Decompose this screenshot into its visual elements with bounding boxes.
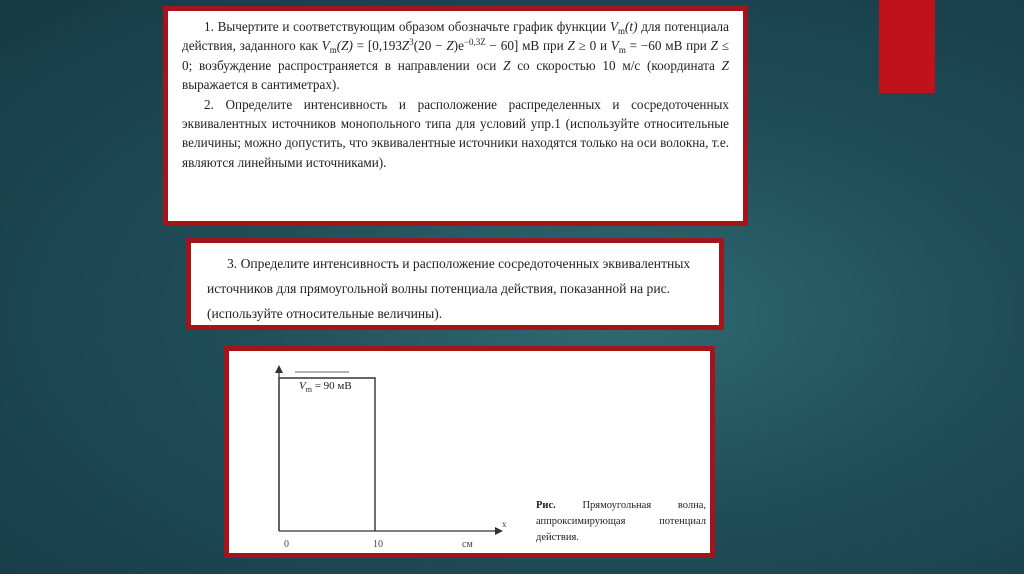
caption-text: Прямоугольная волна, аппроксимирующая потенциал действия. <box>536 500 706 543</box>
figure-caption <box>536 498 706 546</box>
caption-label: Рис. <box>536 500 556 511</box>
x-axis-unit: см <box>462 539 473 550</box>
accent-block <box>879 0 935 93</box>
figure-panel <box>224 346 715 558</box>
tick-label-10: 10 <box>373 539 383 550</box>
y-axis-arrow <box>275 365 283 373</box>
task-panel-1 <box>163 6 748 226</box>
task-3-text: 3. Определите интенсивность и расположение сосредоточенных эквивалентных источников для прямоугольной волны потенциала действия, показанной на рис. (используйте относительные величины). <box>207 256 691 321</box>
task-1-text: 1. Вычертите и соответствующим образом обозначьте график функции $V_m(t)$ для потенциала действия, заданного как $V_m(Z) = [0,193Z^3(20 - Z)e^{-0,3Z} - 60]$ мВ при Z ≥ 0 и $V_m = -60$ мВ при Z ≤ 0; возбуждение распространяется в направлении оси Z со скоростью 10 м/с (координата Z выражается в сантиметрах). <box>182 19 729 93</box>
pulse-line <box>279 378 375 531</box>
tick-label-0: 0 <box>284 539 289 550</box>
task-panel-3 <box>186 238 724 330</box>
x-axis-label: x <box>502 519 507 529</box>
task-2-text: 2. Определите интенсивность и расположение распределенных и сосредоточенных эквивалентных источников монопольного типа для условий упр.1 (используйте относительные величины; можно допустить, что эквивалентные источники находятся только на оси волокна, т.е. являются линейными источниками). <box>182 96 729 170</box>
pulse-label: $V_m = 90$ мВ <box>299 380 352 394</box>
